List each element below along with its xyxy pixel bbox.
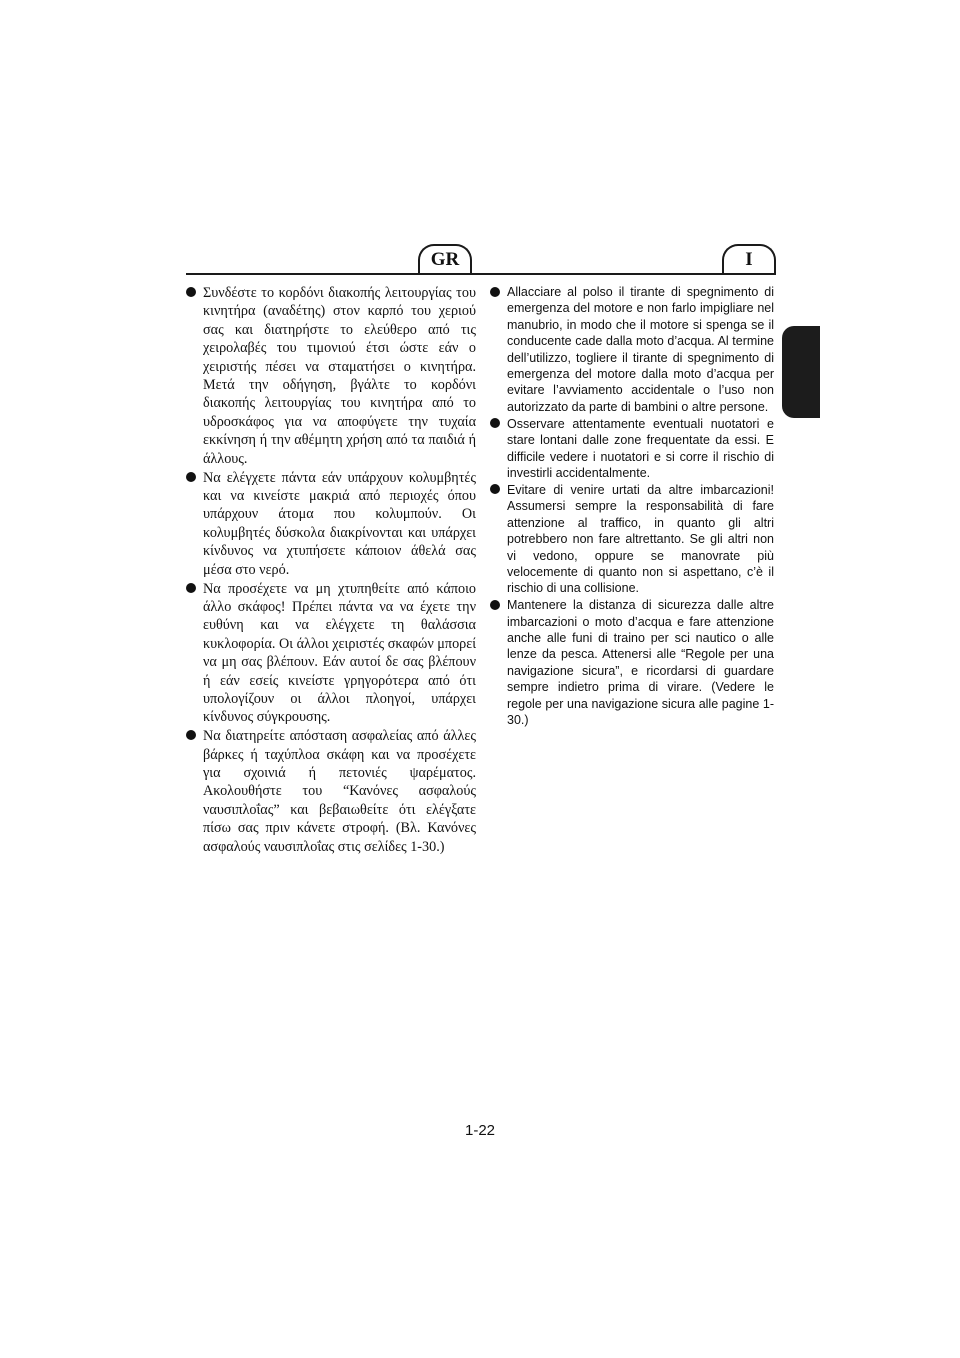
bullet-icon <box>490 287 500 297</box>
list-item <box>490 284 774 415</box>
item-text: Allacciare al polso il tirante di spegnimento di emergenza del motore e non farlo impigliare nel manubrio, in modo che il motore si spenga se il conducente cade dalla moto d’acqua. Al termine dell’utilizzo, togliere il tirante di spegnimento di emergenza del motore dalla moto d’acqua per evitare l’avviamento accidentale o l’uso non autorizzato da parte di bambini o altre persone. <box>507 285 774 414</box>
page-number: 1-22 <box>464 1122 496 1139</box>
item-text: Να ελέγχετε πάντα εάν υπάρχουν κολυμβητές και να κινείστε μακριά από περιοχές όπου υπάρχουν άτομα που κολυμπούν. Οι κολυμβητές δύσκολα διακρίνονται και υπάρχει κίνδυνος να χτυπήσετε κάποιον άθελά σας μέσα στο νερό. <box>203 469 476 578</box>
bullet-icon <box>186 583 196 593</box>
list-item <box>490 597 774 728</box>
bullet-icon <box>186 730 196 740</box>
list-item <box>186 580 476 727</box>
list-item <box>490 416 774 482</box>
bullet-icon <box>490 484 500 494</box>
bullet-icon <box>490 600 500 610</box>
header-rule <box>186 273 776 275</box>
item-text: Συνδέστε το κορδόνι διακοπής λειτουργίας του κινητήρα (αναδέτης) στον καρπό του χεριού σας και διατηρήστε το ελεύθερο από τις χειρολαβές του τιμονιού έτσι ώστε εάν ο χειριστής πέσει να σταματήσει ο κινητήρα. Μετά την οδήγηση, βγάλτε το κορδόνι διακοπής λειτουργίας του κινητήρα από το υδροσκάφος για να αποφύγετε την τυχαία εκκίνηση ή την αθέμητη χρήση από τα παιδιά ή άλλους. <box>203 285 476 467</box>
list-item <box>186 727 476 856</box>
item-text: Να διατηρείτε απόσταση ασφαλείας από άλλες βάρκες ή ταχύπλοα σκάφη και να προσέχετε για σχοινιά ή πετονιές ψαρέματος. Ακολουθήστε του “Κανόνες ασφαλούς ναυσιπλοΐας” και βεβαιωθείτε ότι ελέγξατε πίσω σας πριν κάνετε στροφή. (Βλ. Κανόνες ασφαλούς ναυσιπλοΐας στις σελίδες 1-30.) <box>203 728 476 855</box>
item-text: Osservare attentamente eventuali nuotatori e stare lontani dalle zone frequentate da essi. E difficile vedere i nuotatori e si corre il rischio di investirli accidentalmente. <box>507 416 774 480</box>
bullet-icon <box>186 472 196 482</box>
language-badge-gr <box>418 244 472 274</box>
language-badge-it <box>722 244 776 274</box>
item-text: Evitare di venire urtati da altre imbarcazioni! Assumersi sempre la responsabilità di fare attenzione al traffico, in quanto gli altri potrebbero non fare altrettanto. Se gli altri non vi vedono, oppure se manovrate più velocemente di quanto non si aspettano, c’è il rischio di una collisione. <box>507 482 774 596</box>
list-item <box>186 469 476 579</box>
italian-column <box>490 284 774 729</box>
item-text: Mantenere la distanza di sicurezza dalle altre imbarcazioni o moto d’acqua e fare attenzione anche alle funi di traino per sci nautico o alle lenze da pesca. Attenersi alle “Regole per una navigazione sicura”, e ricordarsi di guardare sempre indietro prima di virare. (Vedere le regole per una navigazione sicura alle pagine 1-30.) <box>507 598 774 728</box>
language-code-gr: GR <box>430 249 460 270</box>
list-item <box>490 482 774 597</box>
section-thumb-tab <box>782 326 820 418</box>
bullet-icon <box>490 418 500 428</box>
list-item <box>186 284 476 468</box>
item-text: Να προσέχετε να μη χτυπηθείτε από κάποιο άλλο σκάφος! Πρέπει πάντα να να έχετε την ευθύνη και να ελέγχετε τη θαλάσσια κυκλοφορία. Οι άλλοι χειριστές σκαφών μπορεί να μη σας βλέπουν. Εάν αυτοί δε σας βλέπουν ή εάν εσείς κινείστε γρηγορότερα από ότι υπολογίζουν οι άλλοι πλοηγοί, υπάρχει κίνδυνος σύγκρουσης. <box>203 580 477 726</box>
bullet-icon <box>186 287 196 297</box>
greek-column <box>186 284 476 857</box>
language-code-it: I <box>745 249 753 270</box>
